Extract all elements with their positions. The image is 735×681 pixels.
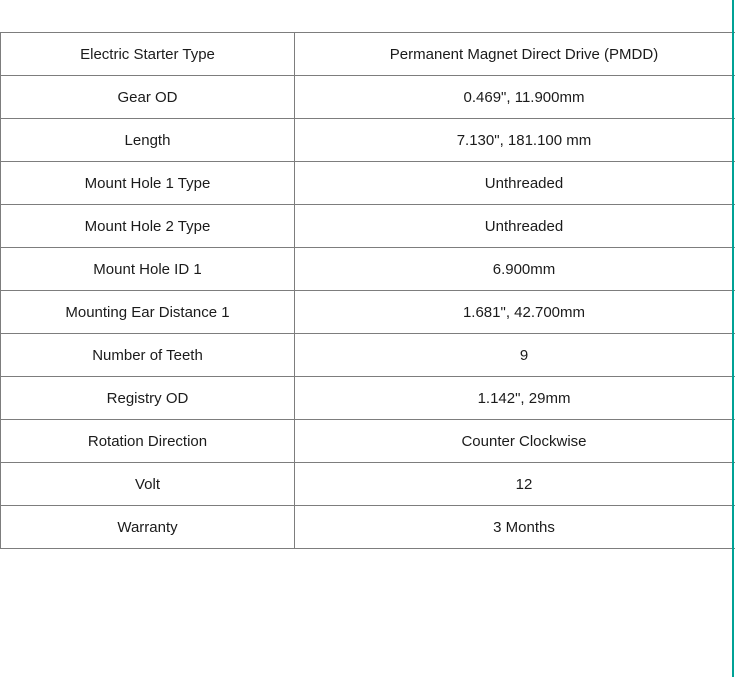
spec-value-cell: 3 Months — [295, 506, 735, 549]
spec-label-cell: Mount Hole 2 Type — [1, 205, 295, 248]
spec-label-cell: Registry OD — [1, 377, 295, 420]
spec-value-cell: 6.900mm — [295, 248, 735, 291]
spec-value-cell: 1.142", 29mm — [295, 377, 735, 420]
spec-row — [1, 377, 735, 420]
spec-value-cell: Permanent Magnet Direct Drive (PMDD) — [295, 33, 735, 76]
spec-row — [1, 162, 735, 205]
spec-value-cell: 7.130", 181.100 mm — [295, 119, 735, 162]
spec-row — [1, 76, 735, 119]
spec-table — [0, 32, 735, 549]
spec-value-cell: Unthreaded — [295, 162, 735, 205]
spec-label-cell: Number of Teeth — [1, 334, 295, 377]
spec-value-cell: 9 — [295, 334, 735, 377]
spec-value-cell: 12 — [295, 463, 735, 506]
right-accent-line — [732, 0, 734, 677]
spec-label-cell: Length — [1, 119, 295, 162]
spec-row — [1, 291, 735, 334]
spec-value-cell: Counter Clockwise — [295, 420, 735, 463]
spec-table-body — [1, 33, 735, 549]
spec-label-cell: Mount Hole 1 Type — [1, 162, 295, 205]
spec-label-cell: Mount Hole ID 1 — [1, 248, 295, 291]
spec-label-cell: Mounting Ear Distance 1 — [1, 291, 295, 334]
spec-row — [1, 205, 735, 248]
spec-label-cell: Gear OD — [1, 76, 295, 119]
spec-row — [1, 506, 735, 549]
spec-row — [1, 463, 735, 506]
spec-row — [1, 248, 735, 291]
spec-label-cell: Volt — [1, 463, 295, 506]
spec-value-cell: Unthreaded — [295, 205, 735, 248]
spec-label-cell: Electric Starter Type — [1, 33, 295, 76]
spec-row — [1, 33, 735, 76]
spec-row — [1, 334, 735, 377]
spec-label-cell: Rotation Direction — [1, 420, 295, 463]
spec-row — [1, 420, 735, 463]
spec-value-cell: 1.681", 42.700mm — [295, 291, 735, 334]
spec-row — [1, 119, 735, 162]
spec-label-cell: Warranty — [1, 506, 295, 549]
spec-value-cell: 0.469", 11.900mm — [295, 76, 735, 119]
